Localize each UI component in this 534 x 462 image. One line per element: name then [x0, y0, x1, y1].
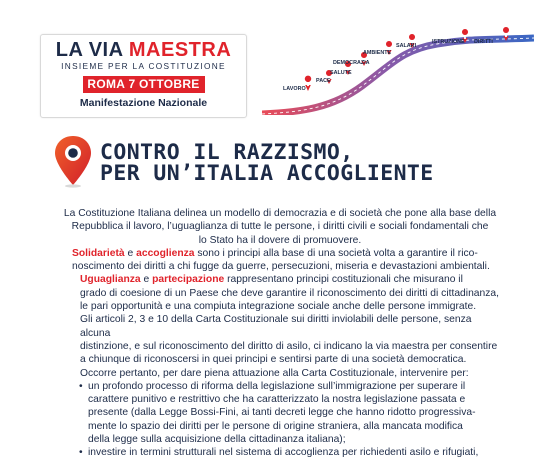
paragraph-uguaglianza [58, 273, 502, 313]
text-line: della legge sulla acquisizione della cittadinanza italiana); [88, 434, 346, 446]
event-logo [40, 34, 247, 118]
road-path [262, 38, 534, 114]
milestone-label-lavoro: LAVORO [283, 86, 306, 92]
text-line: lo Stato ha il dovere di promuovere. [198, 234, 362, 246]
map-pin-icon [52, 133, 94, 189]
text-line: grado di coesione di un Paese che deve garantire il riconoscimento dei diritti di cittadinanza, [80, 287, 499, 299]
event-type: Manifestazione Nazionale [79, 97, 208, 109]
text-line: presente (dalla Legge Bossi-Fini, ai tanti decreti legge che hanno ridotto progressiva- [88, 407, 476, 419]
milestone-ambiente [363, 41, 392, 56]
milestone-salari [396, 34, 417, 49]
text-line: le pari opportunità e una compiuta integrazione sociale anche delle persone immigrate. [80, 301, 477, 313]
logo-title [41, 40, 246, 60]
text-line: mente lo spazio dei diritti per le persone di origine straniera, alla mancata modifica [88, 420, 463, 432]
paragraph-occorre: Occorre pertanto, per dare piena attuazione alla Carta Costituzionale, intervenire per: [80, 367, 469, 379]
body-text [58, 207, 502, 460]
text-line: noscimento dei diritti a chi fugge da guerre, persecuzioni, miseria e devastazioni ambientali. [72, 261, 490, 273]
highlight-accoglienza: accoglienza [136, 247, 195, 259]
headline-line1: CONTRO IL RAZZISMO, [100, 140, 354, 165]
text-line: a chiunque di riconoscersi in quei principi e sentirsi parte di una società democratica. [80, 354, 467, 366]
logo-title-part2: MAESTRA [128, 39, 232, 61]
text-line: carattere punitivo e restrittivo che ha caratterizzato la nostra legislazione passata e [88, 394, 466, 406]
logo-title-part1: LA VIA [55, 39, 129, 61]
milestone-label-diritti: DIRITTI [474, 39, 493, 45]
highlight-partecipazione: partecipazione [152, 274, 225, 286]
list-item [88, 446, 502, 459]
milestone-label-salute: SALUTE [330, 70, 352, 76]
highlight-solidarieta: Solidarietà [72, 247, 125, 259]
paragraph-intro [58, 207, 502, 247]
action-list [58, 380, 502, 460]
highlight-uguaglianza: Uguaglianza [80, 274, 141, 286]
milestone-label-democrazia: DEMOCRAZIA [333, 60, 370, 66]
logo-subtitle: INSIEME PER LA COSTITUZIONE [61, 61, 226, 71]
text-line: Repubblica il lavoro, l’uguaglianza di tutte le persone, i diritti civili e sociali fondamentali che [71, 221, 489, 233]
date-badge: ROMA 7 OTTOBRE [83, 76, 205, 93]
text-line: Solidarietà e accoglienza sono i principi alla base di una società volta a garantire il rico- [72, 247, 478, 259]
milestone-label-salari: SALARI [396, 43, 417, 49]
road-graphic [262, 0, 534, 115]
milestone-istruzione [432, 29, 468, 45]
text-line: Uguaglianza e partecipazione rappresentano principi costituzionali che misurano il [80, 274, 463, 286]
list-item [88, 380, 502, 446]
milestone-label-pace: PACE [316, 78, 331, 84]
text-line: distinzione, e sul riconoscimento del diritto di asilo, ci indicano la via maestra per consentire [80, 340, 498, 352]
text-line: • un profondo processo di riforma della legislazione sull’immigrazione per superare il [88, 380, 466, 392]
text-line: La Costituzione Italiana delinea un modello di democrazia e di società che pone alla base della [63, 208, 497, 219]
milestone-lavoro [283, 76, 311, 92]
paragraph-solidarieta [58, 247, 502, 274]
headline [100, 142, 520, 184]
text-line: Gli articoli 2, 3 e 10 della Carta Costituzionale sui diritti inviolabili delle persone, senza alcuna [80, 314, 472, 339]
paragraph-articoli [58, 313, 502, 366]
milestone-label-istruzione: ISTRUZIONE [432, 39, 465, 45]
headline-line2: PER UN’ITALIA ACCOGLIENTE [100, 161, 434, 186]
milestone-label-ambiente: AMBIENTE [363, 50, 392, 56]
text-line: • investire in termini strutturali nel sistema di accoglienza per richiedenti asilo e rifugiati, [88, 447, 479, 459]
